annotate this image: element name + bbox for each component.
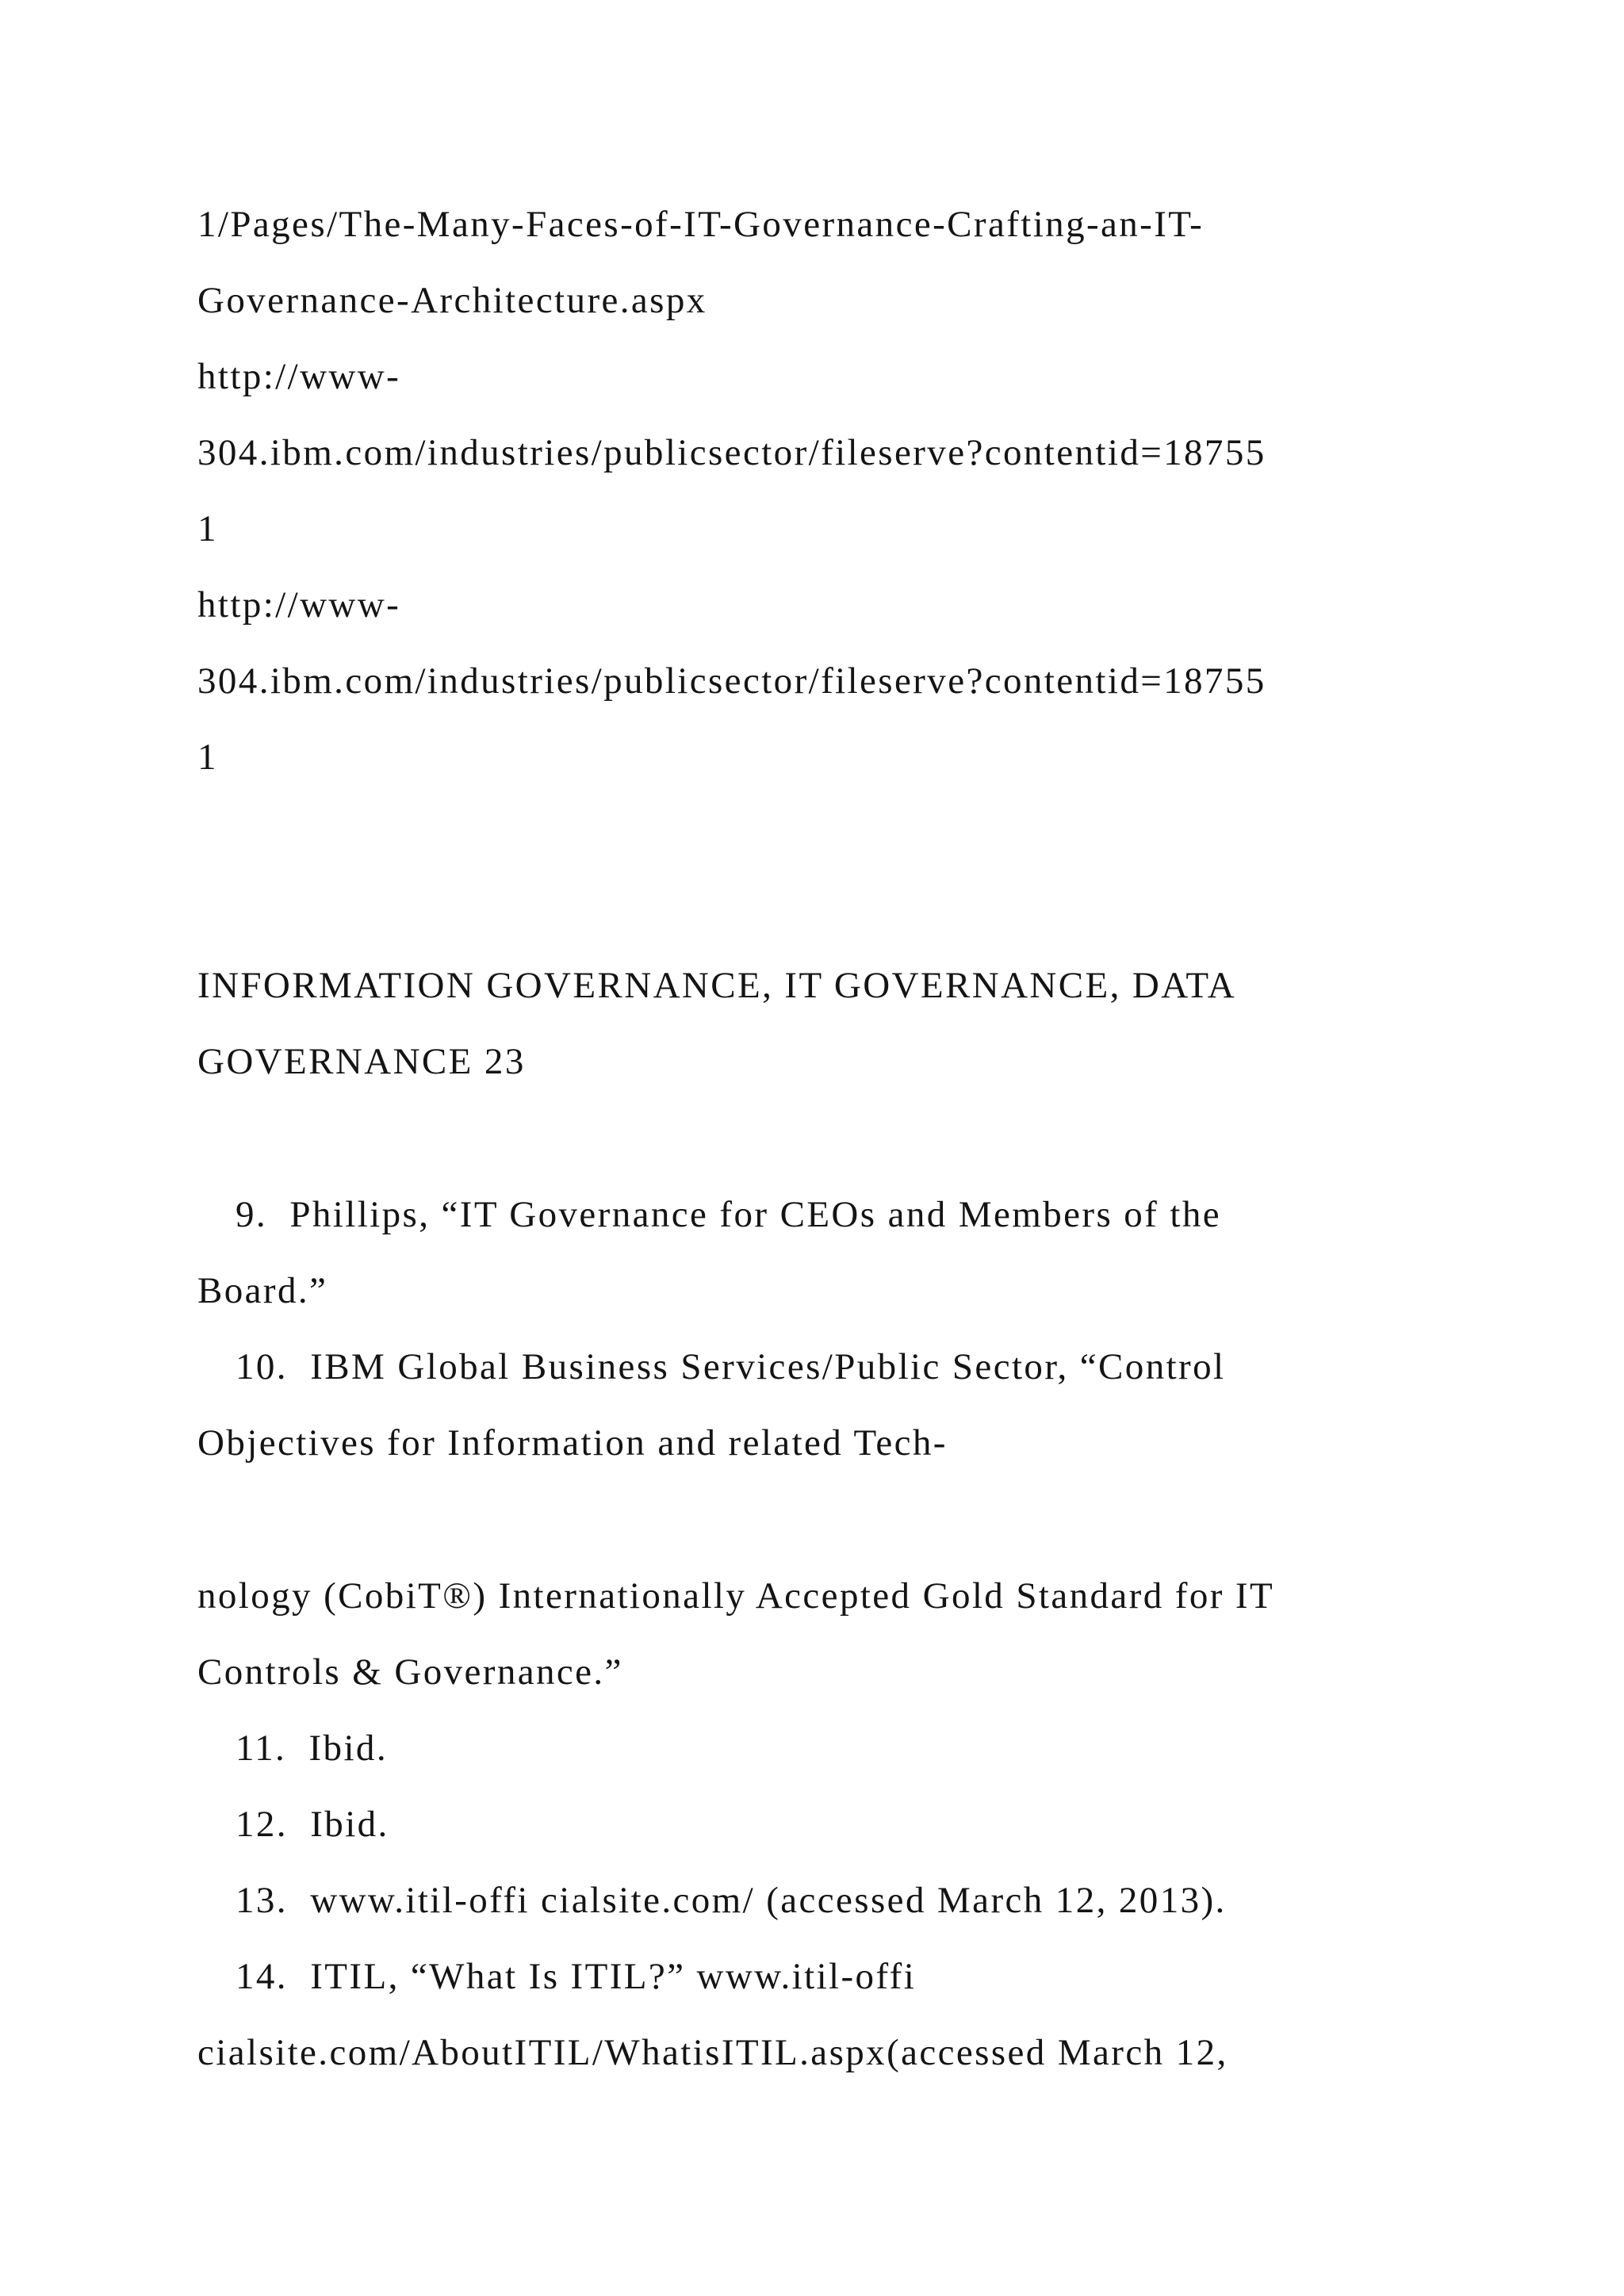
endnote-line: 10. IBM Global Business Services/Public Sector, “Control bbox=[236, 1346, 1226, 1387]
endnote-line: Board.” bbox=[197, 1270, 328, 1311]
section-heading: GOVERNANCE 23 bbox=[197, 1041, 526, 1082]
endnote-line: 14. ITIL, “What Is ITIL?” www.itil-offi bbox=[236, 1956, 917, 1997]
section-heading: INFORMATION GOVERNANCE, IT GOVERNANCE, DATA bbox=[197, 965, 1237, 1006]
reference-url-line: http://www- bbox=[197, 584, 401, 626]
endnote-line: 13. www.itil-offi cialsite.com/ (accessed March 12, 2013). bbox=[236, 1880, 1227, 1921]
reference-url-line: http://www- bbox=[197, 356, 401, 397]
reference-url-line: 1/Pages/The-Many-Faces-of-IT-Governance-Crafting-an-IT- bbox=[197, 204, 1205, 245]
reference-url-line: 304.ibm.com/industries/publicsector/fileserve?contentid=18755 bbox=[197, 660, 1266, 702]
endnote-line: Controls & Governance.” bbox=[197, 1651, 623, 1693]
reference-url-line: 304.ibm.com/industries/publicsector/fileserve?contentid=18755 bbox=[197, 432, 1266, 473]
endnote-line: Objectives for Information and related Tech- bbox=[197, 1422, 948, 1464]
endnote-line: 9. Phillips, “IT Governance for CEOs and Members of the bbox=[236, 1194, 1222, 1235]
endnote-line: 11. Ibid. bbox=[236, 1728, 388, 1769]
endnote-line: nology (CobiT®) Internationally Accepted Gold Standard for IT bbox=[197, 1575, 1275, 1617]
reference-url-line: Governance-Architecture.aspx bbox=[197, 280, 707, 321]
reference-url-line: 1 bbox=[197, 737, 218, 778]
reference-url-line: 1 bbox=[197, 508, 218, 549]
endnote-line: 12. Ibid. bbox=[236, 1804, 389, 1845]
endnote-line: cialsite.com/AboutITIL/WhatisITIL.aspx(accessed March 12, bbox=[197, 2032, 1228, 2073]
